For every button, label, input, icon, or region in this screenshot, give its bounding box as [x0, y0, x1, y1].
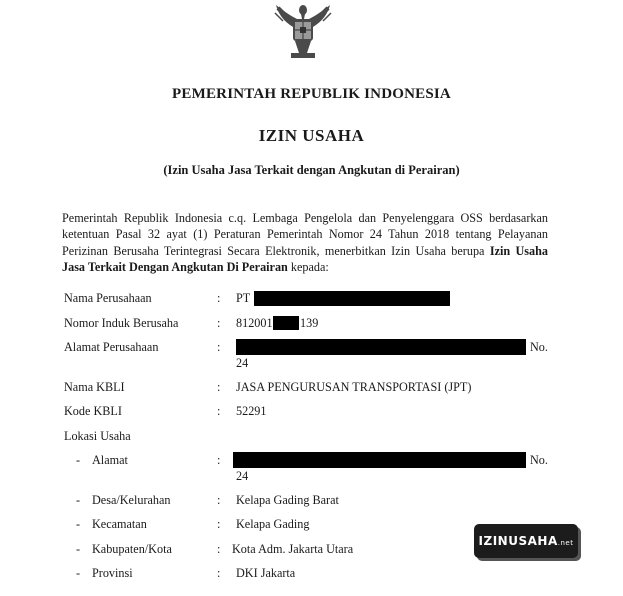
regency-value: Kota Adm. Jakarta Utara [232, 542, 354, 556]
district-value: Kelapa Gading [236, 517, 310, 531]
kbli-code-value: 52291 [236, 404, 267, 418]
company-address-number: 24 [236, 356, 249, 370]
company-address-no: No. [530, 340, 548, 354]
regency-label: Kabupaten/Kota [92, 542, 172, 556]
document-subtitle: (Izin Usaha Jasa Terkait dengan Angkutan di Perairan) [163, 163, 460, 177]
separator: : [217, 291, 221, 305]
dash: - [76, 566, 81, 580]
separator: : [217, 566, 221, 580]
separator: : [217, 380, 221, 394]
village-label: Desa/Kelurahan [92, 493, 171, 507]
address-number: 24 [236, 469, 249, 483]
company-name-value: PT [236, 291, 251, 305]
garuda-emblem-icon [271, 3, 335, 63]
village-value: Kelapa Gading Barat [236, 493, 339, 507]
nib-prefix: 812001 [236, 316, 273, 330]
intro-paragraph [62, 210, 548, 275]
dash: - [76, 493, 81, 507]
company-name-label: Nama Perusahaan [64, 291, 152, 305]
government-heading: PEMERINTAH REPUBLIK INDONESIA [172, 86, 451, 102]
dash: - [76, 542, 81, 556]
nib-label: Nomor Induk Berusaha [64, 316, 179, 330]
kbli-name-value: JASA PENGURUSAN TRANSPORTASI (JPT) [236, 380, 472, 394]
dash: - [76, 453, 81, 467]
separator: : [217, 316, 221, 330]
separator: : [217, 404, 221, 418]
intro-tail: kepada: [287, 259, 329, 274]
separator: : [217, 493, 221, 507]
document-title: IZIN USAHA [258, 126, 365, 145]
separator: : [217, 542, 221, 556]
separator: : [217, 340, 221, 354]
province-value: DKI Jakarta [236, 566, 296, 580]
company-address-redaction [236, 339, 526, 355]
company-address-label: Alamat Perusahaan [64, 340, 159, 354]
dash: - [76, 517, 81, 531]
address-no: No. [530, 453, 548, 467]
kbli-code-label: Kode KBLI [64, 404, 122, 418]
kbli-name-label: Nama KBLI [64, 380, 125, 394]
nib-redaction [273, 316, 299, 330]
address-label: Alamat [92, 453, 128, 467]
district-label: Kecamatan [92, 517, 147, 531]
separator: : [217, 517, 221, 531]
izinusaha-watermark-logo [474, 524, 578, 558]
address-redaction [233, 452, 526, 468]
watermark-tld: .net [557, 539, 574, 547]
company-name-redaction [254, 291, 450, 306]
province-label: Provinsi [92, 566, 133, 580]
intro-bold-text: Izin Usaha Jasa Terkait Dengan Angkutan Di Perairan [62, 243, 549, 274]
nib-suffix: 139 [300, 316, 319, 330]
business-location-label: Lokasi Usaha [64, 429, 131, 443]
separator: : [217, 453, 221, 467]
intro-text: Pemerintah Republik Indonesia c.q. Lembaga Pengelola dan Penyelenggara OSS berdasarkan ketentuan Pasal 32 ayat (1) Peraturan Pemerintah Nomor 24 Tahun 2018 tentang Pelayanan Perizinan Berusaha Terintegrasi Secara Elektronik, menerbitkan Izin Usaha berupa [62, 211, 548, 258]
watermark-text: IZINUSAHA [478, 534, 558, 548]
